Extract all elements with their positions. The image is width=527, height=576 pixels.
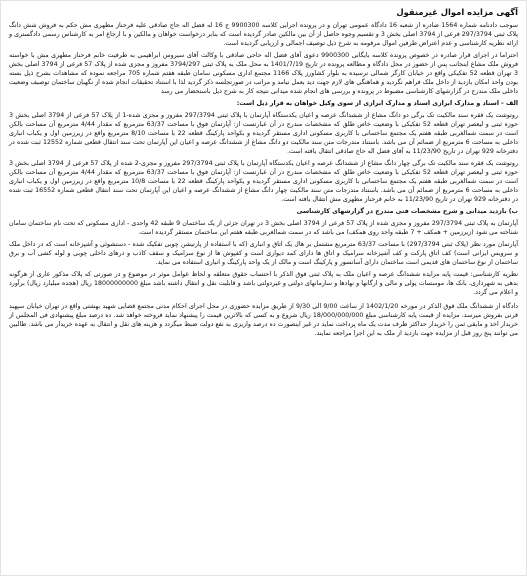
notice-paragraph-intro: سوجب دادنامه شماره 1564 صادره از شعبه 16 دادگاه عمومی تهران و در پرونده اجرایی کلاسه 9900300 ج 16 له فضل اله حاج صادقی علیه فرحناز مطهری مش حکم به فروش شش دانگ پلاک ثبتی 297/3794 فرعی از 3794 اصلی بخش 3 و تقسیم وجوه حاصل از آن بین مالکین صادر گردیده است که بنابر درخواست خواهان و مالکین و با ارجاع امر به کارشناس رسمی دادگستری و ارائه نظریه کارشناسی و عدم اعتراض طرفین اموال مرقومه به شرح ذیل توصیف اجمالی و ارزیابی گردیده است. — [9, 22, 518, 47]
notice-paragraph-building: آپارتمان به پلاک ثبتی 297/3794 مفروز و مجزی شده از پلاک 57 فرعی از 3794 اصلی بخش 3 در تهران جزئی از یک ساختمان 9 طبقه 42 واحدی - اداری مسکونی که تحت نام ساختمان سامان شناخته می شود (زیرزمین + همکف + 7 طبقه واحد روی همکف) می باشد که در سمت شمالغربی طبقه هفتم این ساختمان مستقر گردیده است. — [9, 220, 518, 236]
notice-paragraph-auction-terms: دادگاه از ششدانگ ملک فوق الذکر در مورخه 1402/1/20 از ساعت 9/00 الی 9/30 از طریق مزایده حضوری در محل اجرای احکام مدنی مجتمع قضایی شهید بهشتی واقع در تهران خیابان سپهبد قرنی بفروش میرسد. مزایده از قیمت پایه کارشناسی مبلغ 18/000/000/000 ریال شروع و به کسی که بالاترین قیمت را پیشنهاد نماید فروخته خواهد شد. ده درصد مبلغ پیشنهادی فی المجلس از خریدار اخذ و مابقی ثمن را خریدار حداکثر ظرف مدت یک ماه پرداخت نماید در غیر اینصورت ده درصد واریزی به نفع دولت ضبط میگردد و هزینه های نقل و انتقال به عهده خریدار می باشد. طالبین می توانند پنج روز قبل از مزایده جهت بازدید از ملک به این اجرا مراجعه نمایند. — [9, 303, 519, 337]
notice-section-field-visit: ب) بازدید میدانی و شرح مشخصات فنی مندرج در گزارشهای کارشناسی — [296, 208, 518, 215]
notice-paragraph-valuation: نظریه کارشناسی: قیمت پایه مزایده ششدانگ عرصه و اعیان ملک به پلاک ثبتی فوق الذکر با احتساب حقوق متعلقه و لحاظ عوامل موثر در موضوع و در صورتی که پلاک مذکور عاری از هرگونه بدهی به شهرداری، بانک ها، موسسات پولی و مالی و ارگانها و نهادها و سازمانهای دولتی و غیردولتی باشد و قابلیت نقل و انتقال داشته باشد مبلغ 18000000000 ریال (هجده میلیارد ریال) برآورد و اعلام می گردد. — [9, 271, 519, 296]
notice-paragraph-expert-visit: احتراما در اجرای قرار صادره در خصوص پرونده کلاسه بایگانی 9900300 دعوی آقای فضل اله حاجی صادقی با وکالت آقای سیروس ابراهیمی به طرفیت خانم فرحناز مطهری مش با خواسته فروش ملک مشاع اینجانب پس از حضور در محل دادگاه و مطالعه پرونده در تاریخ 1401/7/19 به محل ملک به پلاک ثبتی 3794/297 مفروز و مجزی شده از پلاک 57 فرعی از 3794 اصلی بخش 3 تهران قطعه 52 تفکیکی واقع در خیابان کارگر شمالی نرسیده به بلوار کشاورز پلاک 1166 مجتمع اداری مسکونی سامان طبقه هفتم شماره 705 مراجعه نموده که مشاهدات بشرح ذیل بسته بودن واحد امکان بازدید از داخل ملک فراهم نگردید و هماهنگی های لازم جهت دید بعمل نیامد و مراتب در صورتجلسه ذکر گردید لذا با استناد تحقیقات انجام شده از نگهبان ساختمان توصیف وضعیت داخلی ملک مندرج در گزارشهای کارشناسی مضبوط در پرونده و بررسی های انجام شده میدانی نتیجه کار به شرح ذیل باستحضار می رسد — [9, 52, 518, 95]
notice-title: آگهی مزایده اموال غیرمنقول — [396, 7, 518, 17]
notice-paragraph-deed-1: روتوشت یک فقره سند مالکیت تک برگی دو دانگ مشاع از ششدانگ عرصه و اعیان یکدستگاه آپارتمان با پلاک ثبتی 297/3794 مفروز و مجزی شده-1 از پلاک 57 فرعی از 3794 اصلی بخش 3 حوزه ثبتی و لیعصر تهران قطعه 52 تفکیکی با وضعیت خاص طلق که مشخصات مندرج در آن عبارتست از: آپارتمان فوق با مساحت 63/37 مترمربع که مقدار 4/44 مترمربع آن مساحت بالکن است در سمت شمالغربی طبقه هفتم یک مجتمع ساختمانی با کاربری مسکونی اداری مستقر گردیده و بکواحد پارکینگ قطعه 22 با مساحت 8/10 مترمربع واقع در زیرزمین اول و یکباب انباری داخلی به مساحت 6 مترمربع از ضمائم آن می باشد. باستناد مندرجات متن سند مالکیت دو دانگ مشاع از ششدانگ عرصه و اعیان این آپارتمان تحت سند انتقال قطعی شماره 12552 ثبت شده در دفترخانه 929 تهران در تاریخ 11/23/90 به آقای فضل اله حاج صادقی انتقال یافته است. — [9, 112, 518, 155]
notice-paragraph-apartment: آپارتمان مورد نظر (پلاک ثبتی 297/3794) با مساحت 63/37 مترمربع مشتمل بر هال یک اتاق و انباری (که با استفاده از پارتیشن چوبی تفکیک شده - دستشوئی و آشپزخانه است که در داخل ملک و سرویس ایرانی است) کف اتاق پارکت و کف آشپزخانه سرامیک و اتاق ها دارای کمد دیواری است و کفپوش ها از نوع سرامیک و سقف کاذب و درهای داخلی چوبی و لوله کشی آب و برق ساختمان از نوع ساختمان های قدیمی است ساختمان دارای آسانسور و پارکینگ است و مالک از یک واحد پارکینگ و انباری استفاده می نماید. — [9, 241, 519, 266]
notice-section-documents: الف - اسناد و مدارک ابرازی اسناد و مدارک ابرازی از سوی وکیل خواهان به قرار ذیل است: — [236, 100, 518, 107]
notice-paragraph-deed-2: روتوشت یک فقره سند مالکیت تک برگی چهار دانگ مشاع از ششدانگ عرصه و اعیان یکدستگاه آپارتمان با پلاک ثبتی 297/3794 مفروز و مجزی-2 شده از پلاک 57 فرعی از 3794 اصلی بخش 3 حوزه ثبتی و لیعصر تهران قطعه 52 تفکیکی با وضعیت خاص طلق که مشخصات مندرج در آن عبارتست از: آپارتمان فوق با مساحت 63/37 مترمربع که مقدار 4/44 مترمربع آن مساحت بالکن است در سمت شمالغربی طبقه هفتم یک مجتمع ساختمانی با کاربری مسکونی اداری مستقر گردیده و یکواحد پارکینگ قطعه 22 با مساحت 10/8 مترمربع واقع در زیرزمین اول و یکباب انباری داخلی به مساحت 6 مترمربع از ضمائم آن می باشد. باستناد مندرجات متن سند مالکیت چهار دانگ مشاع از ششدانگ عرصه و اعیان این آپارتمان تحت سند انتقال قطعی شماره 16552 ثبت شده در دفترخانه 929 تهران در تاریخ 11/23/90 به خانم فرحناز مطهری مش انتقال یافته است. — [9, 160, 519, 203]
